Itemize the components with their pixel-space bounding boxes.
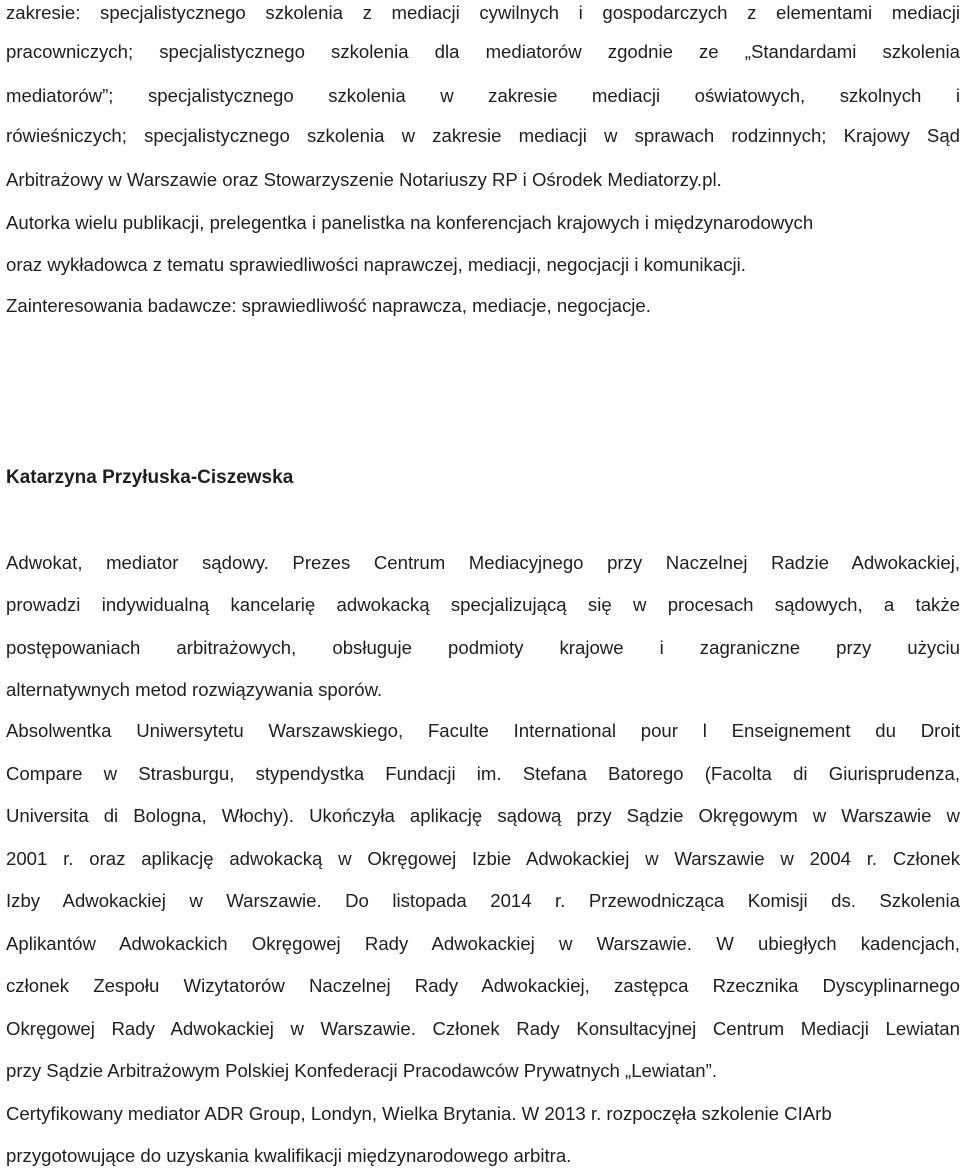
text-line: przy Sądzie Arbitrażowym Polskiej Konfederacji Pracodawców Prywatnych „Lewiatan”. [6, 1060, 717, 1081]
text-line: Compare w Strasburgu, stypendystka Fundacji im. Stefana Batorego (Facolta di Giurisprudenza, [6, 763, 960, 784]
text-line: Universita di Bologna, Włochy). Ukończyła aplikację sądową przy Sądzie Okręgowym w Warszawie w [6, 805, 960, 826]
text-line: postępowaniach arbitrażowych, obsługuje podmioty krajowe i zagraniczne przy użyciu [6, 637, 960, 658]
text-line: członek Zespołu Wizytatorów Naczelnej Rady Adwokackiej, zastępca Rzecznika Dyscyplinarnego [6, 975, 960, 996]
text-line: zakresie: specjalistycznego szkolenia z mediacji cywilnych i gospodarczych z elementami mediacji [6, 2, 960, 23]
text-line: Arbitrażowy w Warszawie oraz Stowarzyszenie Notariuszy RP i Ośrodek Mediatorzy.pl. [6, 169, 722, 190]
text-line: oraz wykładowca z tematu sprawiedliwości naprawczej, mediacji, negocjacji i komunikacji. [6, 254, 746, 275]
text-line: Absolwentka Uniwersytetu Warszawskiego, Faculte International pour l Enseignement du Droit [6, 720, 960, 741]
text-line: pracowniczych; specjalistycznego szkolenia dla mediatorów zgodnie ze „Standardami szkolenia [6, 41, 960, 62]
text-line: 2001 r. oraz aplikację adwokacką w Okręgowej Izbie Adwokackiej w Warszawie w 2004 r. Członek [6, 848, 960, 869]
text-line: alternatywnych metod rozwiązywania sporów. [6, 679, 383, 700]
person-name-heading: Katarzyna Przyłuska-Ciszewska [6, 467, 294, 488]
text-line: Izby Adwokackiej w Warszawie. Do listopada 2014 r. Przewodnicząca Komisji ds. Szkolenia [6, 890, 960, 911]
text-line: rówieśniczych; specjalistycznego szkolenia w zakresie mediacji w sprawach rodzinnych; Krajowy Sąd [6, 125, 960, 146]
text-line: Autorka wielu publikacji, prelegentka i panelistka na konferencjach krajowych i międzynarodowych [6, 212, 814, 233]
text-line: prowadzi indywidualną kancelarię adwokacką specjalizującą się w procesach sądowych, a także [6, 594, 960, 615]
text-line: Aplikantów Adwokackich Okręgowej Rady Adwokackiej w Warszawie. W ubiegłych kadencjach, [6, 933, 960, 954]
text-line: Zainteresowania badawcze: sprawiedliwość naprawcza, mediacje, negocjacje. [6, 295, 651, 316]
text-line: mediatorów”; specjalistycznego szkolenia w zakresie mediacji oświatowych, szkolnych i [6, 85, 960, 106]
text-line: Certyfikowany mediator ADR Group, Londyn, Wielka Brytania. W 2013 r. rozpoczęła szkolenie CIArb [6, 1103, 832, 1124]
text-line: przygotowujące do uzyskania kwalifikacji międzynarodowego arbitra. [6, 1145, 572, 1166]
text-line: Okręgowej Rady Adwokackiej w Warszawie. Członek Rady Konsultacyjnej Centrum Mediacji Lewiatan [6, 1018, 960, 1039]
text-line: Adwokat, mediator sądowy. Prezes Centrum Mediacyjnego przy Naczelnej Radzie Adwokackiej, [6, 552, 960, 573]
